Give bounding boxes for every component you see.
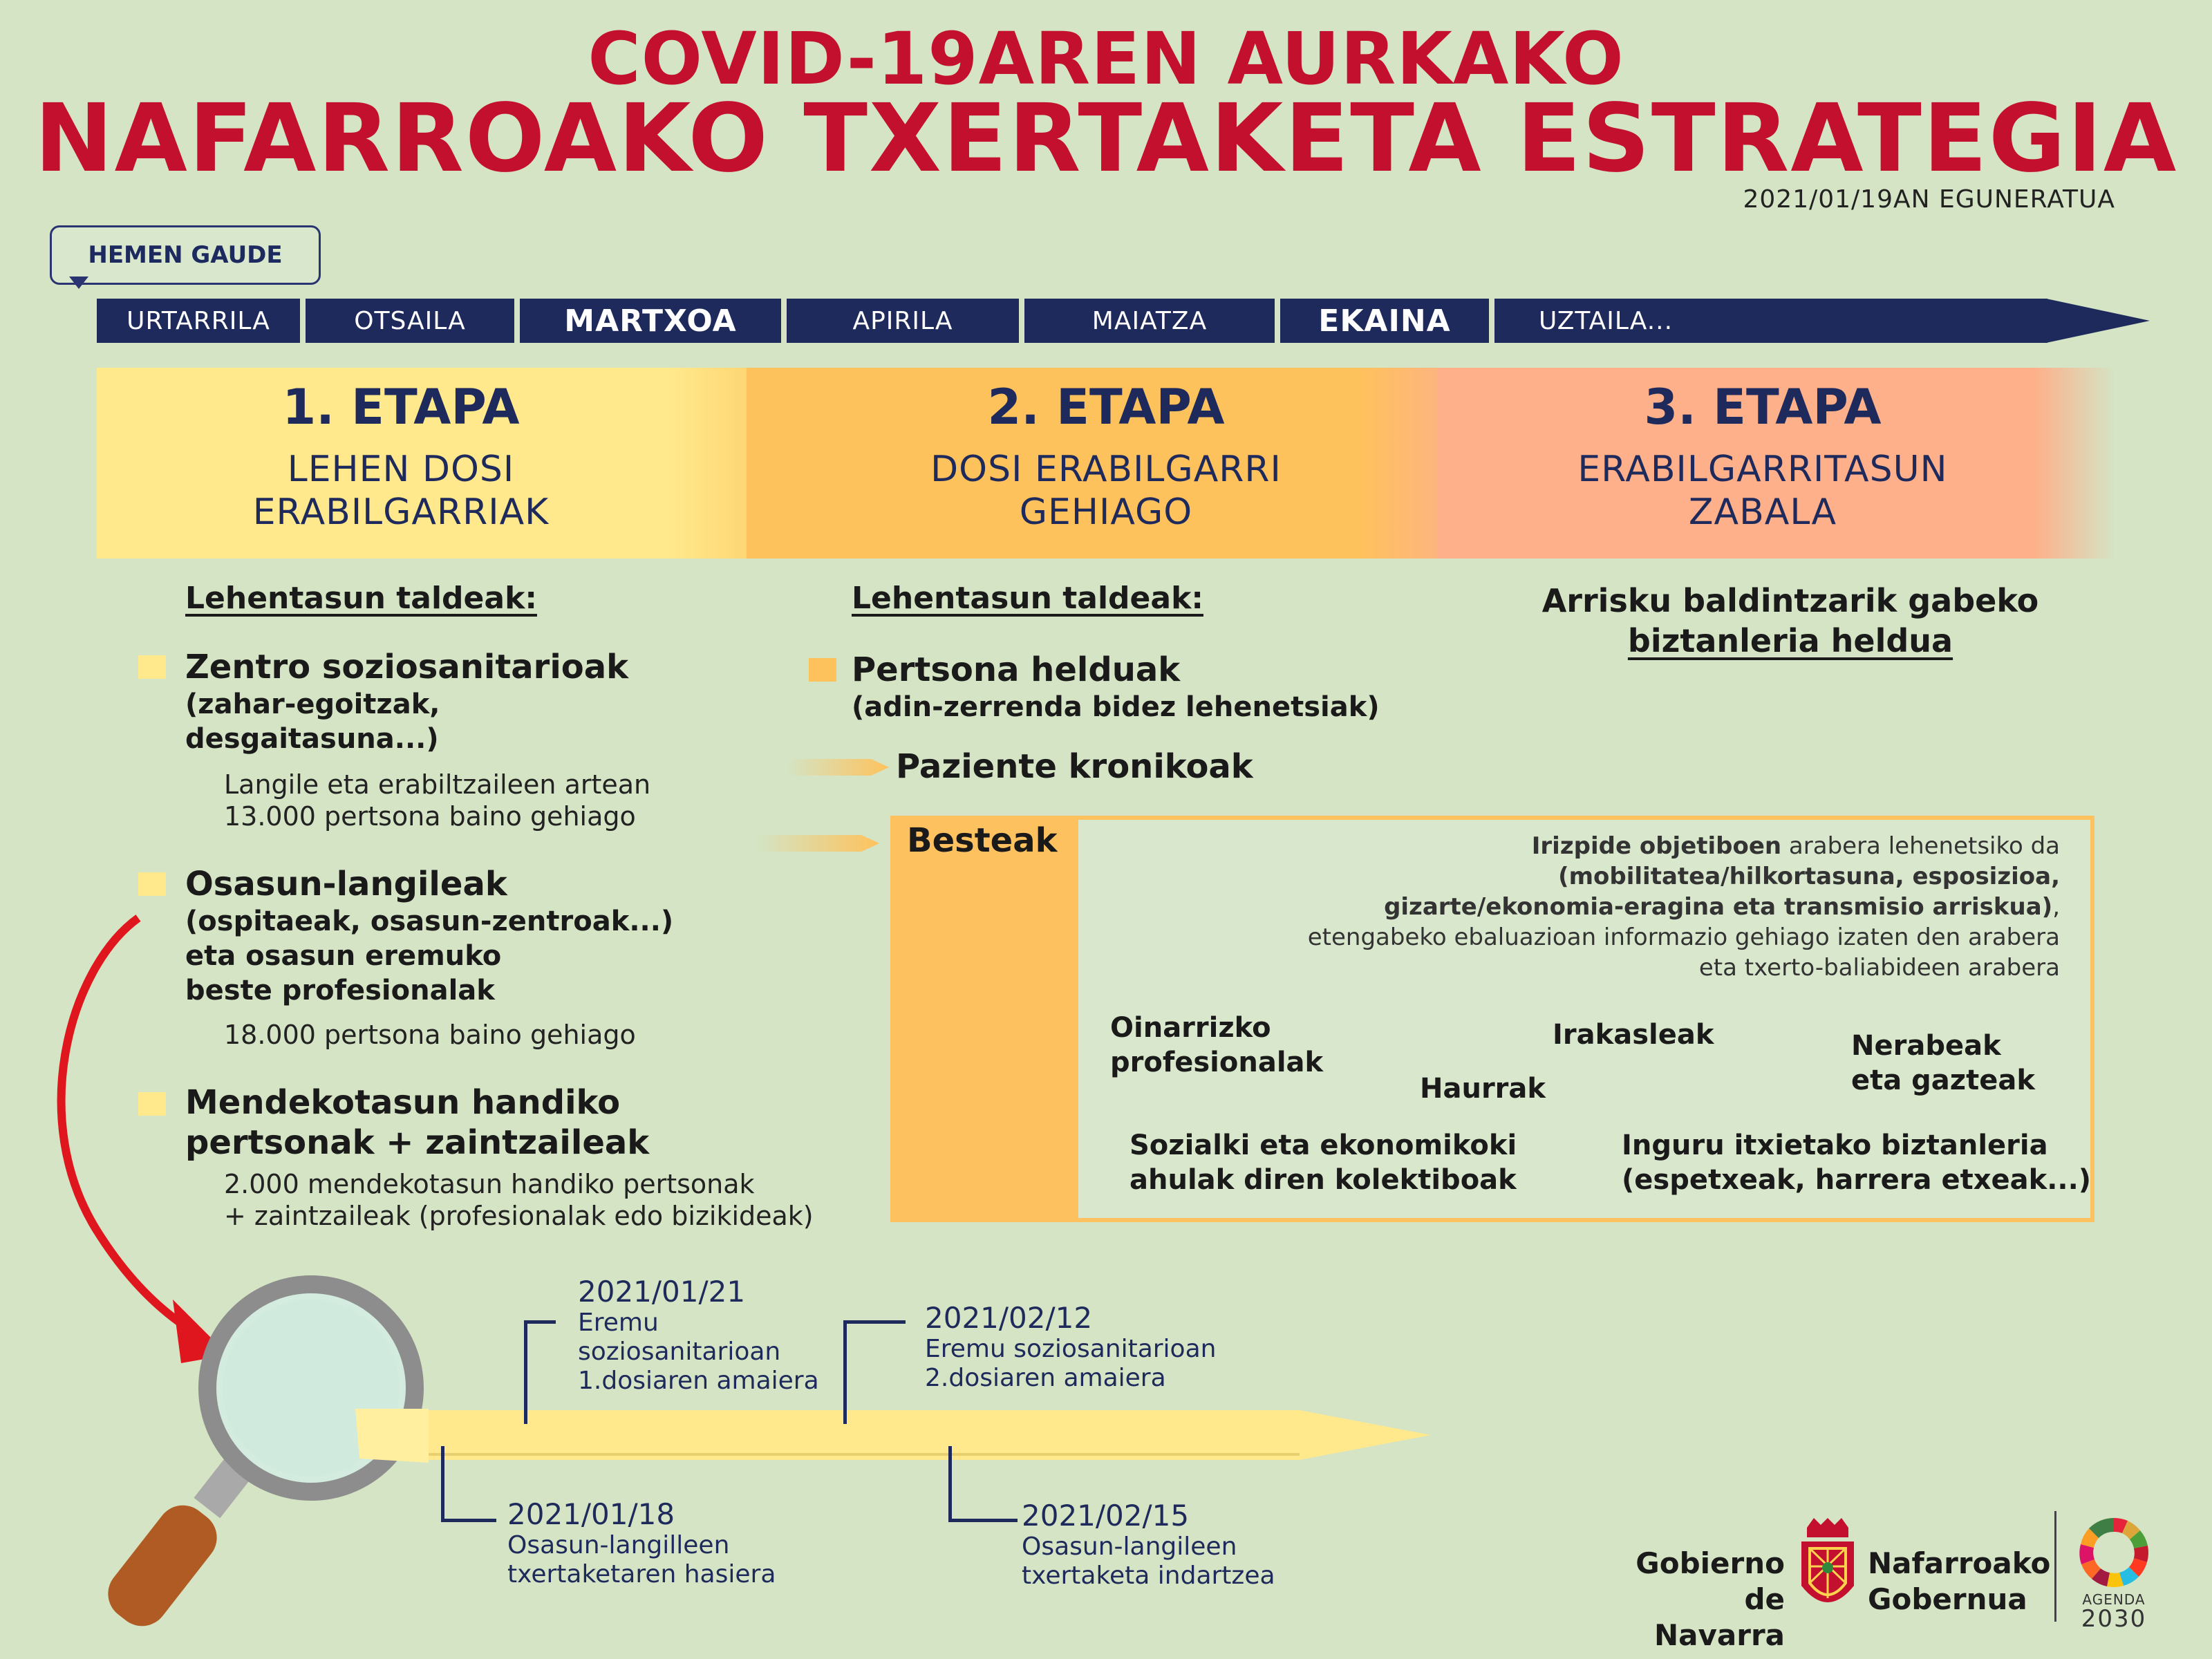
milestone-desc: Eremu soziosanitarioan: [925, 1335, 1217, 1363]
month-july: UZTAILA...: [1494, 299, 2047, 343]
pencil-body: [387, 1410, 1431, 1460]
group-line: Oinarrizko: [1110, 1012, 1271, 1044]
group-line: ahulak diren kolektiboak: [1130, 1164, 1517, 1196]
criteria-line: etengabeko ebaluazioan informazio gehiago izaten den arabera: [1307, 924, 2060, 951]
title-line-2: NAFARROAKO TXERTAKETA ESTRATEGIA: [34, 84, 2178, 194]
adults-subtitle: (adin-zerrenda bidez lehenetsiak): [852, 691, 1380, 723]
stage-2-subtitle-1: DOSI ERABILGARRI: [930, 449, 1282, 490]
agenda-label: AGENDA: [2082, 1591, 2146, 1608]
stage-1-subtitle-1: LEHEN DOSI: [287, 449, 515, 490]
month-january: URTARRILA: [97, 299, 300, 343]
footer-divider: [2054, 1511, 2056, 1622]
group-line: Sozialki eta ekonomikoki: [1130, 1130, 1517, 1161]
milestone-date: 2021/01/21: [578, 1275, 746, 1309]
milestone-3: [507, 1497, 776, 1589]
group-note: + zaintzaileak (profesionalak edo bizikideak): [224, 1201, 814, 1231]
stage-2-heading: Lehentasun taldeak:: [852, 581, 1203, 616]
group-teachers: Irakasleak: [1553, 1019, 1714, 1051]
milestone-desc: txertaketaren hasiera: [507, 1560, 776, 1588]
month-february: OTSAILA: [306, 299, 514, 343]
group-note: 2.000 mendekotasun handiko pertsonak: [224, 1169, 755, 1199]
stage-2-title: 2. ETAPA: [987, 379, 1225, 435]
group-children: Haurrak: [1420, 1073, 1546, 1105]
group-note: Langile eta erabiltzaileen artean: [224, 769, 651, 800]
stage-2-subtitle-2: GEHIAGO: [1019, 491, 1193, 533]
milestone-line: [843, 1320, 847, 1424]
adults-prefix: Pertsona: [852, 650, 1031, 689]
agenda-2030-wheel-icon: [2072, 1511, 2155, 1594]
group-line: profesionalak: [1110, 1047, 1324, 1078]
others-label: Besteak: [907, 821, 1058, 860]
group-title: Zentro soziosanitarioak: [185, 648, 629, 686]
group-subtitle: desgaitasuna...): [185, 723, 439, 755]
brand-line: Gobierno: [1635, 1546, 1785, 1580]
brand-line: Nafarroako: [1868, 1546, 2051, 1580]
milestone-desc: Osasun-langilleen: [507, 1531, 730, 1559]
group-title: pertsonak + zaintzaileak: [185, 1123, 650, 1162]
stage-3-line-2: biztanleria heldua: [1627, 622, 1953, 659]
group-subtitle: (zahar-egoitzak,: [185, 688, 440, 720]
milestone-desc: 1.dosiaren amaiera: [578, 1367, 819, 1395]
milestone-2: [925, 1301, 1216, 1393]
group-subtitle: (ospitaeak, osasun-zentroak...): [185, 906, 674, 937]
group-note: 13.000 pertsona baino gehiago: [224, 801, 636, 832]
criteria-line: (mobilitatea/hilkortasuna, esposizioa,: [1558, 863, 2060, 890]
updated-date: 2021/01/19AN EGUNERATUA: [1743, 185, 2115, 214]
adults-bold: helduak: [1031, 650, 1181, 689]
criteria-line: arabera lehenetsiko da: [1781, 832, 2060, 860]
red-curved-arrow: [62, 918, 187, 1327]
stage-1-heading: Lehentasun taldeak:: [185, 581, 537, 616]
group-line: Inguru itxietako biztanleria: [1622, 1130, 2048, 1161]
criteria-line: eta txerto-baliabideen arabera: [1698, 954, 2060, 982]
group-line: eta gazteak: [1851, 1065, 2035, 1096]
group-note: 18.000 pertsona baino gehiago: [224, 1020, 636, 1050]
stage-1-subtitle-2: ERABILGARRIAK: [252, 491, 550, 533]
stage-1-title: 1. ETAPA: [282, 379, 520, 435]
title-line-1: COVID-19AREN AURKAKO: [588, 17, 1624, 101]
milestone-line: [843, 1320, 906, 1324]
magnifier-handle: [97, 1494, 227, 1636]
month-may: MAIATZA: [1024, 299, 1275, 343]
brand-line: de Navarra: [1654, 1582, 1785, 1652]
group-line: (espetxeak, harrera etxeak...): [1622, 1164, 2092, 1196]
milestone-desc: txertaketa indartzea: [1022, 1562, 1275, 1590]
milestone-desc: Osasun-langileen: [1022, 1533, 1237, 1561]
group-subtitle: beste profesionalak: [185, 975, 495, 1006]
here-label: HEMEN GAUDE: [50, 225, 321, 285]
milestone-date: 2021/02/12: [925, 1301, 1093, 1335]
milestone-4: [1022, 1499, 1275, 1591]
magnified-pencil: [355, 1409, 429, 1463]
group-title: Osasun-langileak: [185, 865, 507, 903]
milestone-line: [524, 1320, 556, 1324]
nafarroako-gobernua: [1868, 1546, 2050, 1618]
navarra-coat-of-arms: [1793, 1518, 1862, 1622]
group-title: Mendekotasun handiko: [185, 1083, 621, 1122]
month-june: EKAINA: [1280, 299, 1489, 343]
milestone-desc: Eremu: [578, 1309, 659, 1337]
group-line: Nerabeak: [1851, 1030, 2001, 1062]
milestone-1: [578, 1275, 819, 1396]
criteria-comma: ,: [2052, 893, 2060, 921]
month-april: APIRILA: [787, 299, 1019, 343]
milestone-line: [441, 1519, 496, 1522]
milestone-date: 2021/01/18: [507, 1497, 675, 1531]
agenda-year: 2030: [2081, 1605, 2147, 1633]
chronic-patients: Paziente kronikoak: [896, 747, 1253, 786]
criteria-line: gizarte/ekonomia-eragina eta transmisio arriskua): [1384, 893, 2053, 921]
milestone-date: 2021/02/15: [1022, 1499, 1190, 1533]
stage-3-subtitle-2: ZABALA: [1688, 491, 1837, 533]
milestone-line: [524, 1320, 527, 1424]
criteria-bold: Irizpide objetiboen: [1531, 832, 1782, 860]
month-march: MARTXOA: [520, 299, 781, 343]
stage-3-line-1: Arrisku baldintzarik gabeko: [1541, 582, 2039, 619]
milestone-line: [441, 1446, 444, 1522]
stage-3-title: 3. ETAPA: [1644, 379, 1882, 435]
stage-3-subtitle-1: ERABILGARRITASUN: [1577, 449, 1948, 490]
brand-line: Gobernua: [1868, 1582, 2027, 1616]
gobierno-de-navarra: [1622, 1546, 1785, 1653]
milestone-desc: soziosanitarioan: [578, 1338, 781, 1366]
milestone-line: [948, 1446, 952, 1522]
milestone-desc: 2.dosiaren amaiera: [925, 1364, 1166, 1392]
milestone-line: [948, 1519, 1018, 1522]
group-subtitle: eta osasun eremuko: [185, 940, 502, 972]
